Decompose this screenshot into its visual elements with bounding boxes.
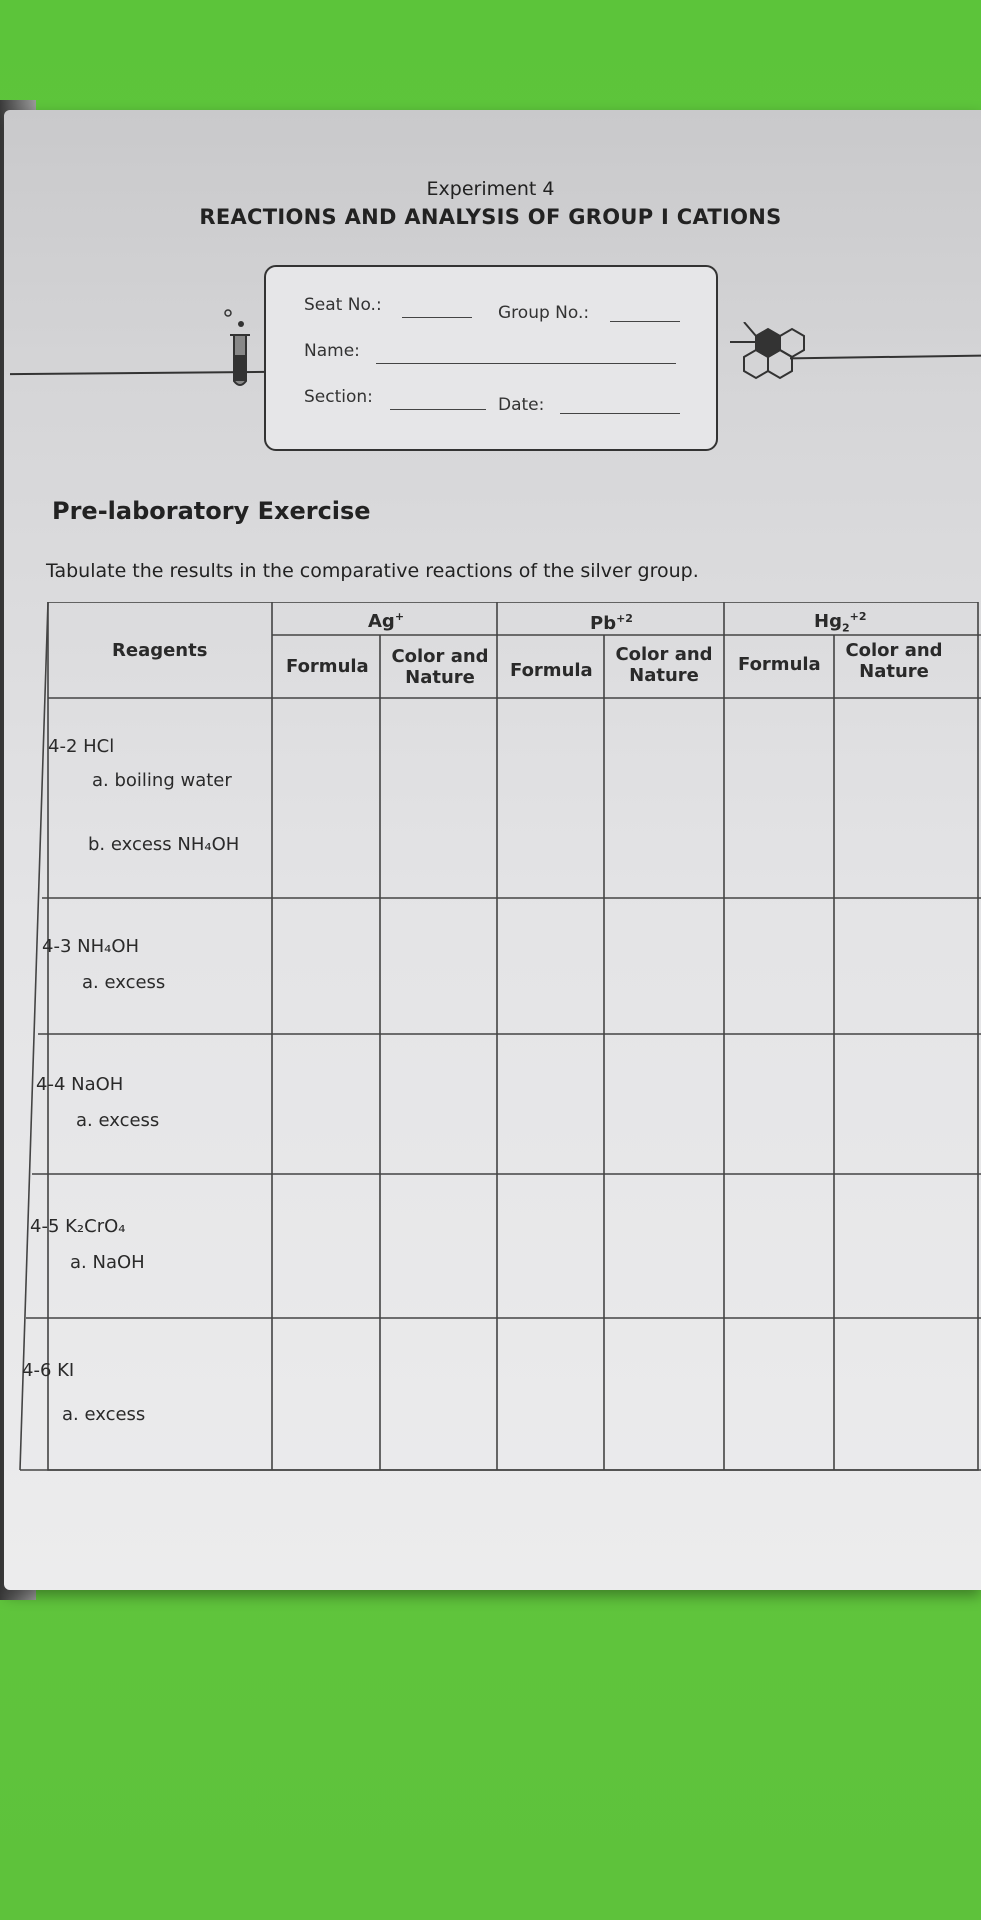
section-heading: Pre-laboratory Exercise — [52, 497, 371, 525]
ion-header-ag: Ag+ — [368, 610, 405, 632]
row-sub-4-2a: a. boiling water — [92, 770, 232, 791]
name-field[interactable] — [376, 363, 676, 364]
reagents-header: Reagents — [112, 640, 208, 661]
test-tube-icon — [216, 305, 262, 390]
student-info-box — [264, 265, 718, 451]
row-main-4-5: 4-5 K₂CrO₄ — [30, 1216, 126, 1237]
section-field[interactable] — [390, 409, 486, 410]
row-sub-4-4a: a. excess — [76, 1110, 160, 1131]
row-main-4-2: 4-2 HCl — [48, 736, 115, 757]
formula-header-ag: Formula — [286, 656, 369, 677]
color-nature-header-pb: Color and Nature — [615, 644, 713, 686]
seat-label: Seat No.: — [304, 295, 382, 315]
formula-header-pb: Formula — [510, 660, 593, 681]
row-main-4-3: 4-3 NH₄OH — [42, 936, 140, 957]
seat-field[interactable] — [402, 317, 472, 318]
experiment-number: Experiment 4 — [426, 178, 555, 200]
date-label: Date: — [498, 395, 545, 415]
results-table-grid — [12, 602, 981, 1472]
date-field[interactable] — [560, 413, 680, 414]
section-label: Section: — [304, 387, 373, 407]
instruction-text: Tabulate the results in the comparative reactions of the silver group. — [46, 560, 699, 582]
color-nature-header-ag: Color and Nature — [391, 646, 489, 688]
molecule-hexagon-icon — [728, 322, 814, 392]
name-label: Name: — [304, 341, 360, 361]
color-nature-header-hg: Color and Nature — [845, 640, 943, 682]
row-sub-4-6a: a. excess — [62, 1404, 146, 1425]
group-field[interactable] — [610, 321, 680, 322]
ion-header-pb: $Pb^{+2}$ — [590, 612, 633, 634]
row-sub-4-5a: a. NaOH — [70, 1252, 145, 1273]
group-label: Group No.: — [498, 303, 590, 323]
row-main-4-6: 4-6 KI — [22, 1360, 75, 1381]
row-main-4-4: 4-4 NaOH — [36, 1074, 124, 1095]
formula-header-hg: Formula — [738, 654, 821, 675]
experiment-title: REACTIONS AND ANALYSIS OF GROUP I CATIONS — [199, 205, 782, 229]
row-sub-4-2b: b. excess NH₄OH — [88, 834, 240, 855]
row-sub-4-3a: a. excess — [82, 972, 166, 993]
ion-header-hg: $Hg_2^{+2}$ — [814, 610, 867, 635]
